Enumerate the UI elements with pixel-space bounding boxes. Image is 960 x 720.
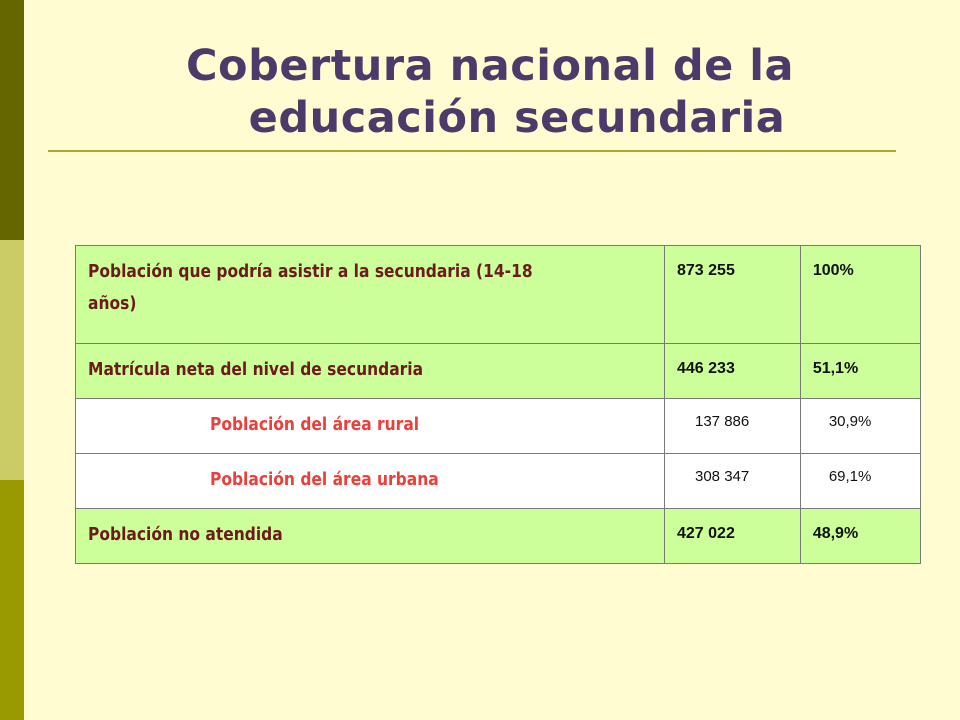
row-label: Población que podría asistir a la secundaria (14-18 años) xyxy=(88,261,533,314)
row-value: 427 022 xyxy=(677,525,735,542)
row-percent: 69,1% xyxy=(828,468,872,485)
row-percent-cell xyxy=(800,344,920,399)
row-label-cell xyxy=(76,246,665,344)
row-percent-cell xyxy=(800,246,920,344)
row-label: Matrícula neta del nivel de secundaria xyxy=(88,359,424,380)
row-label-cell xyxy=(76,509,665,564)
row-label: Población del área urbana xyxy=(210,469,439,490)
row-percent: 100% xyxy=(812,262,854,279)
row-value-cell xyxy=(665,344,801,399)
row-value-cell xyxy=(665,454,801,509)
row-sublabel xyxy=(76,454,664,496)
table-row xyxy=(76,509,921,564)
title-divider xyxy=(48,150,896,152)
row-value: 446 233 xyxy=(677,360,735,377)
row-value: 308 347 xyxy=(695,468,750,485)
row-label: Población no atendida xyxy=(88,524,283,545)
side-band-bottom xyxy=(0,480,24,720)
table-row xyxy=(76,454,921,509)
row-value-cell xyxy=(665,246,801,344)
row-percent-cell xyxy=(800,509,920,564)
row-value: 873 255 xyxy=(677,262,735,279)
row-label: Población del área rural xyxy=(210,414,420,435)
row-percent: 51,1% xyxy=(812,360,859,377)
row-value-cell xyxy=(665,509,801,564)
row-value-cell xyxy=(665,399,801,454)
side-band-middle xyxy=(0,240,24,480)
row-sublabel xyxy=(76,399,664,441)
slide-title xyxy=(100,40,880,144)
row-percent: 48,9% xyxy=(812,525,859,542)
table-row xyxy=(76,246,921,344)
side-band-top xyxy=(0,0,24,240)
coverage-table xyxy=(75,245,921,564)
slide-title-line-2: educación secundaria xyxy=(248,93,786,143)
table-row xyxy=(76,399,921,454)
row-label-cell xyxy=(76,399,665,454)
table-row xyxy=(76,344,921,399)
row-percent: 30,9% xyxy=(828,413,872,430)
row-percent-cell xyxy=(800,454,920,509)
slide-title-line-1: Cobertura nacional de la xyxy=(185,41,795,91)
row-label-cell xyxy=(76,344,665,399)
row-percent-cell xyxy=(800,399,920,454)
row-label-cell xyxy=(76,454,665,509)
row-value: 137 886 xyxy=(695,413,750,430)
